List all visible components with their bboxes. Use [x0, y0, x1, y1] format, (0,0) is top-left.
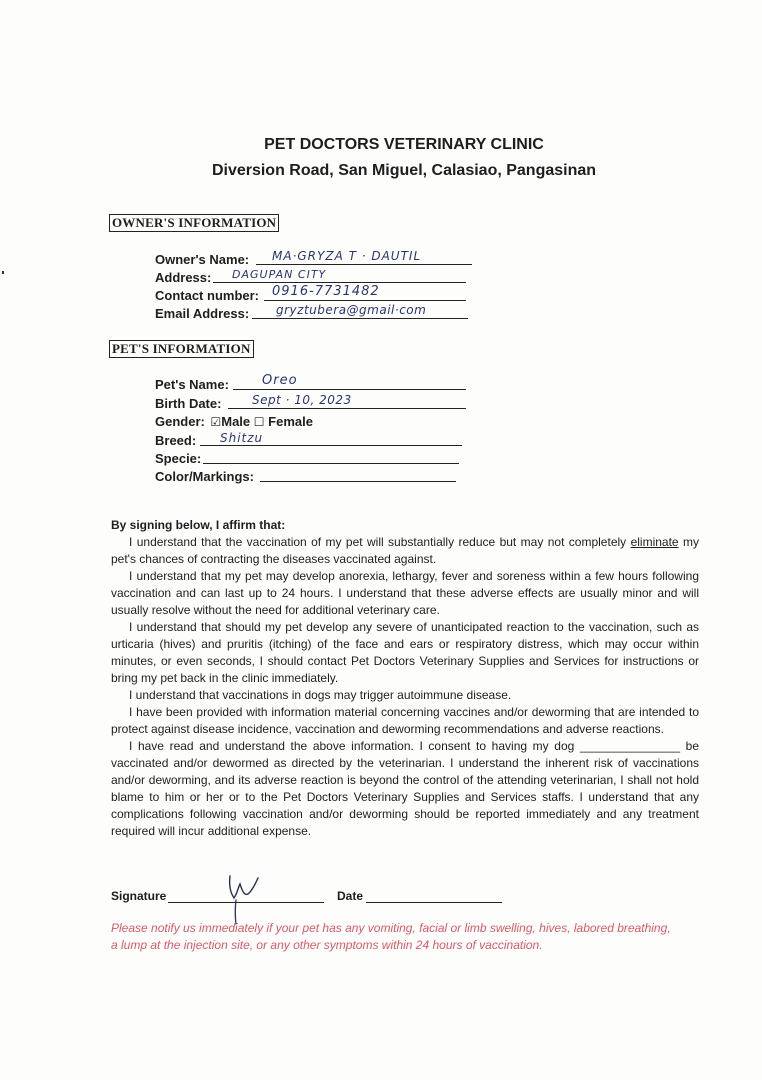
agreement-paragraph-4: I understand that vaccinations in dogs may trigger autoimmune disease.: [129, 688, 512, 702]
agreement-paragraph-3: I understand that should my pet develop any severe of unanticipated reaction to the vaccination, such as urticaria (hives) and pruritis (itching) of the face and ears or respiratory distress, which may occur within minutes, or even seconds, I should contact Pet Doctors Veterinary Supplies and Services for instructions or bring my pet back in the clinic immediately.: [111, 620, 699, 685]
date-line[interactable]: [366, 902, 502, 903]
signature-label: Signature: [111, 889, 167, 903]
agreement-paragraph-2: I understand that my pet may develop anorexia, lethargy, fever and soreness within a few hours following vaccination and can last up to 24 hours. I understand that these adverse effects are usually minor and will usually resolve without the need for additional veterinary care.: [111, 569, 699, 617]
male-label: Male: [221, 414, 251, 429]
pet-section-title: PET'S INFORMATION: [109, 340, 254, 358]
specie-line[interactable]: [203, 463, 459, 464]
address-line[interactable]: [213, 282, 466, 283]
contact-label: Contact number:: [155, 288, 259, 303]
address-value: DAGUPAN CITY: [232, 268, 327, 281]
breed-line[interactable]: [200, 445, 462, 446]
eliminate-underlined: eliminate: [630, 535, 679, 549]
post-vaccination-notice: Please notify us immediately if your pet has any vomiting, facial or limb swelling, hives, labored breathing, a lump at the injection site, or any other symptoms within 24 hours of vaccination.: [111, 921, 671, 952]
color-markings-label: Color/Markings:: [155, 469, 254, 484]
breed-value: Shitzu: [220, 431, 264, 445]
owner-name-line[interactable]: [256, 264, 472, 265]
gender-row: [155, 414, 313, 430]
gender-label: Gender:: [155, 414, 205, 429]
scan-speck: [2, 271, 4, 274]
email-value: gryztubera@gmail·com: [276, 303, 427, 317]
specie-label: Specie:: [155, 451, 202, 466]
agreement-paragraph-6: I have read and understand the above information. I consent to having my dog _______________ be vaccinated and/or dewormed as directed by the veterinarian. I understand the inherent risk of vaccinations and/or deworming, and its adverse reaction is beyond the control of the attending veterinarian, I shall not hold blame to him or her or to the Pet Doctors Veterinary Supplies and Services staffs. I understand that any complications following vaccination and/or deworming should be reported immediately and any treatment required will incur additional expense.: [111, 739, 699, 838]
owner-name-label: Owner's Name:: [155, 252, 250, 267]
agreement-paragraph-5: I have been provided with information material concerning vaccines and/or deworming that are intended to protect against disease incidence, vaccination and deworming recommendations and adverse reactions.: [111, 705, 699, 736]
birth-date-line[interactable]: [228, 408, 466, 409]
breed-label: Breed:: [155, 433, 197, 448]
contact-line[interactable]: [264, 300, 466, 301]
clinic-address: Diversion Road, San Miguel, Calasiao, Pangasinan: [211, 162, 597, 179]
address-label: Address:: [155, 270, 212, 285]
clinic-name: PET DOCTORS VETERINARY CLINIC: [264, 136, 544, 153]
female-label: Female: [268, 414, 313, 429]
handwritten-signature: [220, 870, 270, 926]
color-markings-line[interactable]: [260, 481, 456, 482]
date-label: Date: [337, 889, 364, 903]
agreement-paragraph-1: I understand that the vaccination of my pet will substantially reduce but may not completely eliminate my pet's chances of contracting the diseases vaccinated against.: [111, 535, 699, 566]
birth-date-label: Birth Date:: [155, 396, 222, 411]
birth-date-value: Sept · 10, 2023: [252, 393, 352, 407]
pet-name-label: Pet's Name:: [155, 377, 229, 392]
email-line[interactable]: [252, 318, 468, 319]
pet-name-line[interactable]: [233, 389, 466, 390]
male-checkbox[interactable]: ☑: [210, 415, 222, 429]
owner-name-value: MA·GRYZA T · DAUTIL: [272, 249, 422, 263]
agreement-lead: By signing below, I affirm that:: [111, 518, 286, 532]
female-checkbox[interactable]: ☐: [253, 415, 265, 429]
pet-name-value: Oreo: [262, 373, 298, 388]
owner-section-title: OWNER'S INFORMATION: [109, 214, 279, 232]
email-label: Email Address:: [155, 306, 250, 321]
contact-value: 0916-7731482: [272, 284, 380, 299]
agreement-text: [111, 517, 699, 840]
